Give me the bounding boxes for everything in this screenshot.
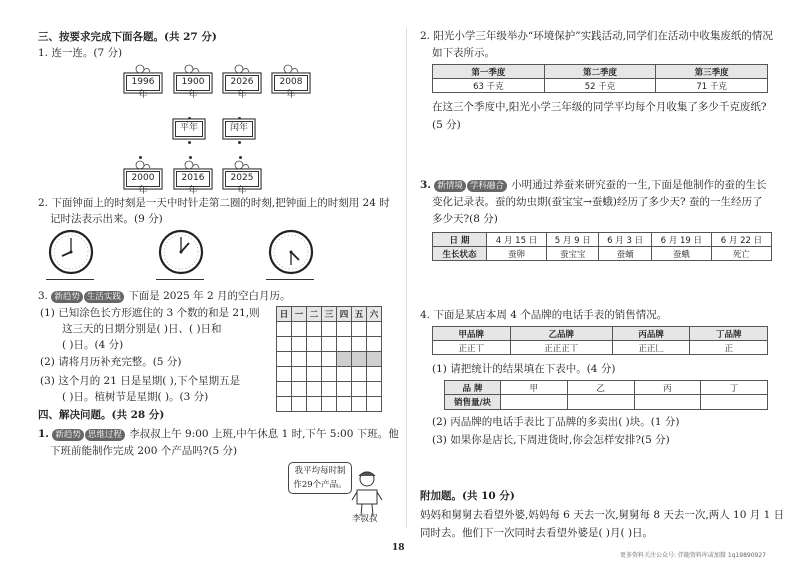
extra-line1: 妈妈和舅舅去看望外婆,妈妈每 6 天去一次,舅舅每 8 天去一次,两人 10 月 1 日: [420, 509, 785, 521]
q3-part1-b: 这三天的日期分别是( )日、( )日和: [62, 323, 222, 335]
date-cell[interactable]: [307, 367, 322, 382]
r-q4-part3: (3) 如果你是店长,下周进货时,你会怎样安排?(5 分): [432, 434, 670, 446]
date-cell[interactable]: [277, 352, 292, 367]
speech-bubble: [288, 462, 352, 494]
column-divider: [406, 28, 407, 528]
date-cell[interactable]: [292, 322, 307, 337]
year-box: 2000 年: [126, 171, 160, 187]
r-q2-line4: (5 分): [432, 119, 461, 131]
mouse-icons: [126, 62, 316, 76]
date-cell[interactable]: [277, 322, 292, 337]
footer-note: 更多资料关注公众号: 伴随资料库或加微 1q19890927: [620, 552, 767, 559]
connect-dot[interactable]: [188, 141, 191, 144]
weekday-cell: 三: [322, 307, 337, 322]
leap-year-label: 闰年: [225, 121, 253, 137]
sales-input-cell[interactable]: [634, 395, 701, 410]
common-year-label: 平年: [175, 121, 203, 137]
q3-number: 3.: [38, 290, 49, 302]
sales-input-cell[interactable]: [501, 395, 568, 410]
date-cell[interactable]: [337, 337, 352, 352]
q2-line1: 2. 下面钟面上的时刻是一天中时针走第二圈的时刻,把钟面上的时刻用 24 时: [38, 197, 390, 209]
row-header: 品 牌: [445, 381, 501, 395]
r-q3-text: 小明通过养蚕来研究蚕的一生,下面是他制作的蚕的生长: [511, 179, 767, 191]
calendar-table: [276, 306, 382, 412]
date-cell: 6 月 22 日: [711, 233, 771, 247]
date-cell: 4 月 15 日: [487, 233, 547, 247]
calendar-header-row: [277, 307, 382, 322]
connect-dot[interactable]: [189, 156, 192, 159]
date-cell[interactable]: [307, 352, 322, 367]
date-cell[interactable]: [307, 322, 322, 337]
connect-dot[interactable]: [188, 117, 191, 120]
paper-value-cell: 63 千克: [433, 79, 545, 93]
date-cell[interactable]: [337, 367, 352, 382]
section-3-title: 三、按要求完成下面各题。(共 27 分): [38, 31, 217, 43]
sales-table: [444, 380, 768, 410]
q3-part1-c: ( )日。(4 分): [62, 339, 124, 351]
weekday-cell: 六: [367, 307, 382, 322]
paper-header-cell: 第三季度: [656, 65, 768, 79]
practice-tag: 生活实践: [84, 291, 124, 303]
q3-part2: (2) 请将月历补充完整。(5 分): [40, 356, 182, 368]
silkworm-table: [432, 232, 772, 261]
row-header: 生长状态: [433, 247, 487, 261]
r-q3-number: 3.: [420, 179, 431, 191]
problem1-line2: 下班前能制作完成 200 个产品吗?(5 分): [50, 445, 238, 457]
date-cell[interactable]: [367, 397, 382, 412]
sales-header-row: [445, 381, 768, 395]
row-header: 日 期: [433, 233, 487, 247]
connect-dot[interactable]: [139, 156, 142, 159]
date-cell[interactable]: [277, 382, 292, 397]
bubble-line: 我平均每时制: [294, 466, 346, 476]
weekday-cell: 四: [337, 307, 352, 322]
subject-tag: 学科融合: [467, 180, 507, 192]
state-cell: 蚕蛹: [599, 247, 651, 261]
paper-value-cell: 71 千克: [656, 79, 768, 93]
person-name: 李叔叔: [352, 514, 378, 524]
shaded-date-cell: [367, 352, 382, 367]
r-q4-line1: 4. 下面是某店本周 4 个品牌的电话手表的销售情况。: [420, 309, 668, 321]
brand-cell: 丁: [701, 381, 768, 395]
extra-title: 附加题。(共 10 分): [420, 490, 515, 502]
q3-part3-a: (3) 这个月的 21 日是星期( ),下个星期五是: [40, 375, 241, 387]
weekday-cell: 二: [307, 307, 322, 322]
weekday-cell: 五: [352, 307, 367, 322]
q3-title: 下面是 2025 年 2 月的空白月历。: [128, 290, 291, 302]
connect-dot[interactable]: [238, 141, 241, 144]
year-box: 1996 年: [126, 75, 160, 91]
date-cell[interactable]: [277, 397, 292, 412]
paper-header-cell: 第二季度: [544, 65, 656, 79]
clock-icon: [268, 229, 314, 275]
date-cell: 6 月 19 日: [651, 233, 711, 247]
brand-header-cell: 乙品牌: [510, 327, 612, 341]
date-cell[interactable]: [322, 382, 337, 397]
date-cell[interactable]: [352, 322, 367, 337]
q3-header: [38, 289, 291, 303]
date-cell[interactable]: [367, 337, 382, 352]
q2-line2: 记时法表示出来。(9 分): [50, 213, 163, 225]
answer-line[interactable]: [46, 279, 94, 280]
tally-cell: 正正正丅: [510, 341, 612, 355]
page-number: 18: [392, 543, 405, 553]
tally-cell: 正正𠃊: [612, 341, 690, 355]
date-cell[interactable]: [322, 337, 337, 352]
clock-icon: [158, 229, 204, 275]
thinking-tag: 思维过程: [85, 429, 125, 441]
weekday-cell: 一: [292, 307, 307, 322]
year-box: 2016 年: [176, 171, 210, 187]
connect-dot[interactable]: [239, 156, 242, 159]
date-cell[interactable]: [292, 337, 307, 352]
connect-dot[interactable]: [238, 117, 241, 120]
brand-cell: 丙: [634, 381, 701, 395]
trend-tag: 新趋势: [52, 429, 84, 441]
sales-input-row: [445, 395, 768, 410]
shaded-date-cell: [337, 352, 352, 367]
sales-input-cell[interactable]: [701, 395, 768, 410]
bubble-line: 作29个产品。: [293, 480, 347, 490]
year-box: 2026 年: [225, 75, 259, 91]
r-q2-line3: 在这三个季度中,阳光小学三年级的同学平均每个月收集了多少千克废纸?: [432, 101, 767, 113]
date-cell[interactable]: [277, 337, 292, 352]
state-cell: 蚕蛾: [651, 247, 711, 261]
sales-input-cell[interactable]: [567, 395, 634, 410]
tally-row: [433, 341, 768, 355]
tally-header-row: [433, 327, 768, 341]
tally-cell: 正: [690, 341, 768, 355]
date-cell[interactable]: [322, 322, 337, 337]
date-cell[interactable]: [352, 397, 367, 412]
brand-cell: 乙: [567, 381, 634, 395]
brand-header-cell: 甲品牌: [433, 327, 511, 341]
date-cell: 6 月 3 日: [599, 233, 651, 247]
date-cell[interactable]: [337, 322, 352, 337]
paper-header-row: [433, 65, 768, 79]
problem1-number: 1.: [38, 428, 49, 440]
date-cell[interactable]: [337, 397, 352, 412]
extra-line2: 同时去。他们下一次同时去看望外婆是( )月( )日。: [420, 527, 654, 539]
state-cell: 蚕卵: [487, 247, 547, 261]
section-4-title: 四、解决问题。(共 28 分): [38, 409, 165, 421]
r-q2-line1: 2. 阳光小学三年级举办“环境保护”实践活动,同学们在活动中收集废纸的情况: [420, 30, 773, 42]
date-cell[interactable]: [352, 382, 367, 397]
clock-icon: [48, 229, 94, 275]
q3-part1-a: (1) 已知涂色长方形遮住的 3 个数的和是 21,则: [40, 307, 260, 319]
silkworm-state-row: [433, 247, 772, 261]
r-q2-line2: 如下表所示。: [432, 47, 495, 59]
date-cell[interactable]: [292, 352, 307, 367]
date-cell[interactable]: [367, 322, 382, 337]
r-q3-line2: 变化记录表。蚕的幼虫期(蚕宝宝→蚕蛾)经历了多少天? 蚕的一生经历了: [432, 196, 763, 208]
mouse-icons: [126, 158, 266, 172]
date-cell[interactable]: [367, 367, 382, 382]
date-cell[interactable]: [307, 397, 322, 412]
q3-part3-b: ( )日。植树节是星期( )。(3 分): [62, 391, 209, 403]
tally-cell: 正正丅: [433, 341, 511, 355]
brand-header-cell: 丁品牌: [690, 327, 768, 341]
trend-tag: 新趋势: [51, 291, 83, 303]
state-cell: 蚕宝宝: [547, 247, 599, 261]
tally-table: [432, 326, 768, 355]
date-cell[interactable]: [292, 367, 307, 382]
paper-table: [432, 64, 768, 93]
state-cell: 死亡: [711, 247, 771, 261]
q1-label: 1. 连一连。(7 分): [38, 47, 123, 59]
date-cell[interactable]: [322, 397, 337, 412]
silkworm-date-row: [433, 233, 772, 247]
date-cell[interactable]: [352, 337, 367, 352]
problem1-line1: [38, 427, 399, 441]
paper-header-cell: 第一季度: [433, 65, 545, 79]
date-cell[interactable]: [292, 382, 307, 397]
answer-line[interactable]: [156, 279, 204, 280]
r-q3-line1: [420, 178, 767, 192]
date-cell[interactable]: [352, 367, 367, 382]
shaded-date-cell: [352, 352, 367, 367]
year-box: 2008 年: [274, 75, 308, 91]
date-cell[interactable]: [322, 352, 337, 367]
row-header: 销售量/块: [445, 395, 501, 410]
date-cell[interactable]: [337, 382, 352, 397]
brand-cell: 甲: [501, 381, 568, 395]
paper-value-row: [433, 79, 768, 93]
date-cell: 5 月 9 日: [547, 233, 599, 247]
r-q4-part2: (2) 丙品牌的电话手表比丁品牌的多卖出( )块。(1 分): [432, 416, 680, 428]
r-q4-part1: (1) 请把统计的结果填在下表中。(4 分): [432, 363, 616, 375]
brand-header-cell: 丙品牌: [612, 327, 690, 341]
date-cell[interactable]: [277, 367, 292, 382]
date-cell[interactable]: [322, 367, 337, 382]
weekday-cell: 日: [277, 307, 292, 322]
date-cell[interactable]: [307, 382, 322, 397]
r-q3-line3: 多少天?(8 分): [432, 213, 498, 225]
date-cell[interactable]: [367, 382, 382, 397]
answer-line[interactable]: [266, 279, 314, 280]
year-box: 1900 年: [176, 75, 210, 91]
date-cell[interactable]: [292, 397, 307, 412]
year-box: 2025 年: [225, 171, 259, 187]
context-tag: 新情境: [434, 180, 466, 192]
paper-value-cell: 52 千克: [544, 79, 656, 93]
date-cell[interactable]: [307, 337, 322, 352]
problem1-text: 李叔叔上午 9:00 上班,中午休息 1 时,下午 5:00 下班。他: [129, 428, 399, 440]
person-illustration: [350, 470, 384, 518]
